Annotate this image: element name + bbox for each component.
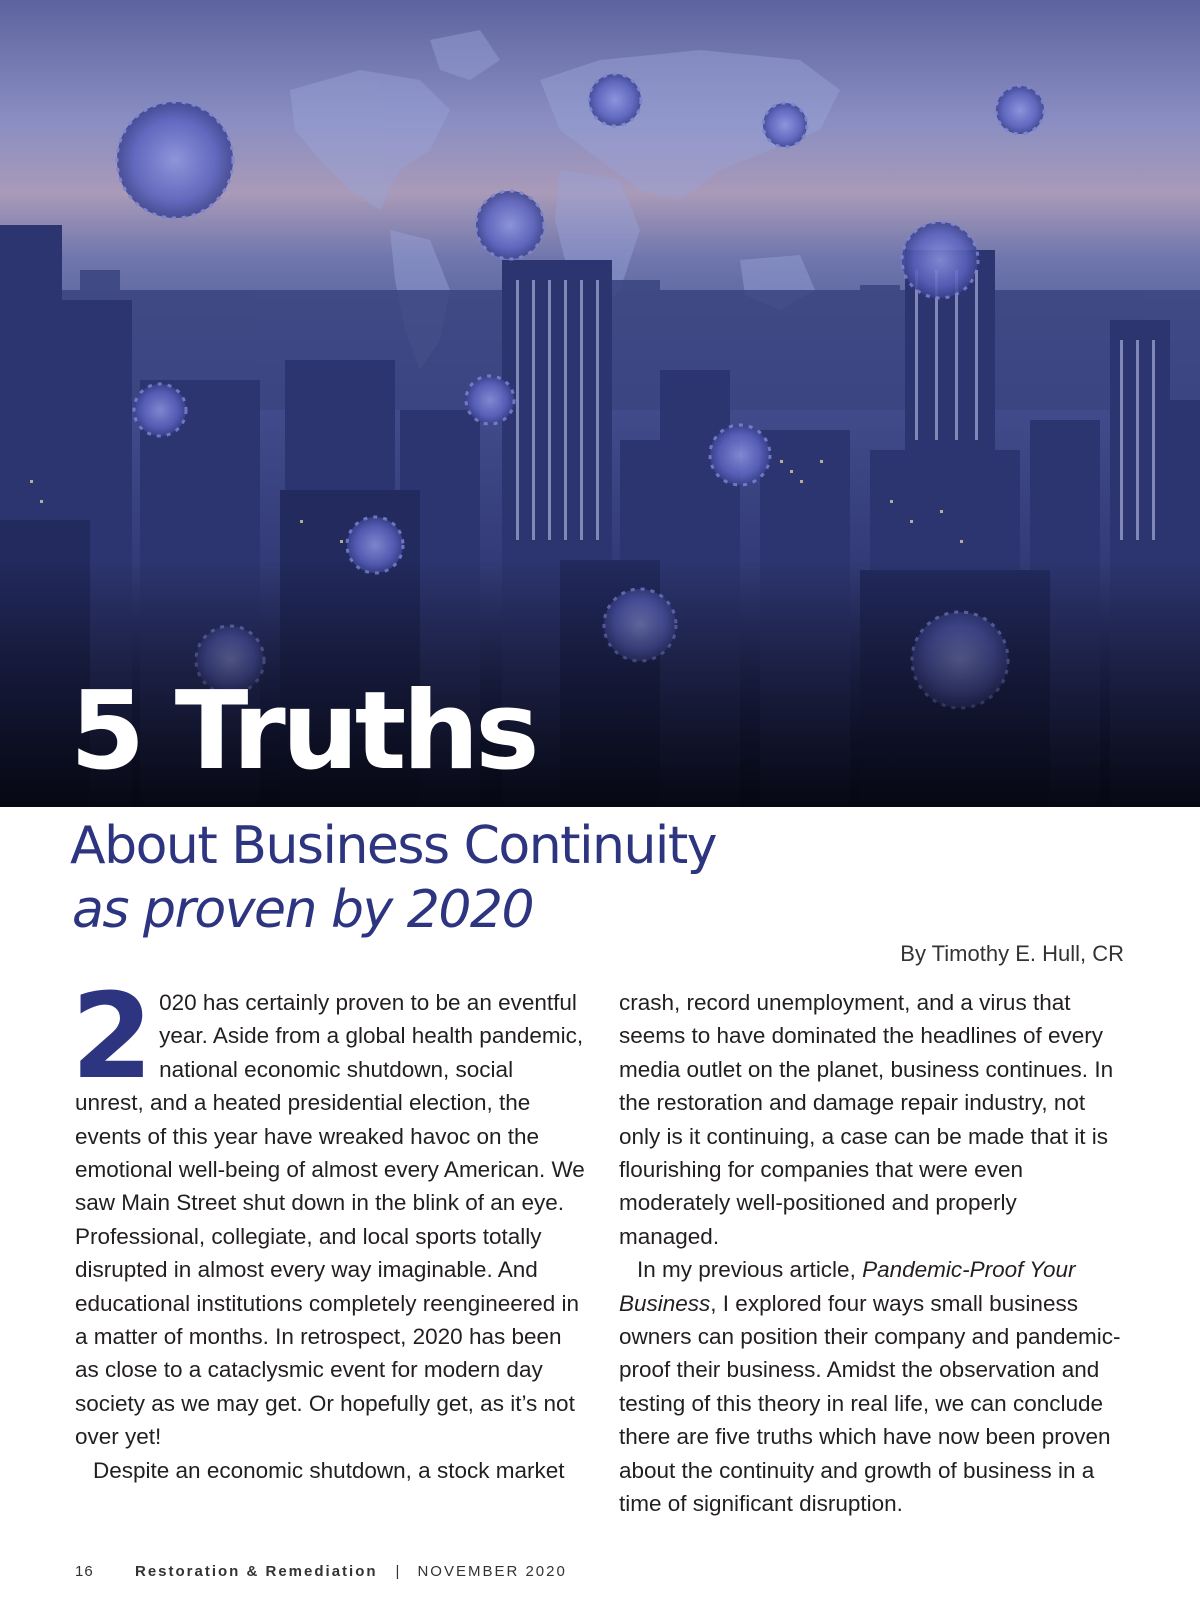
article-title: 5 Truths	[70, 669, 536, 794]
body-paragraph-2: Despite an economic shutdown, a stock market	[93, 1457, 565, 1483]
paragraph-3-lead: In my previous article,	[637, 1257, 863, 1283]
body-column-left	[71, 967, 585, 1487]
article-subhead: as proven by 2020	[72, 880, 534, 940]
page-footer	[75, 1562, 567, 1582]
paragraph-1-text: 020 has certainly proven to be an eventful year. Aside from a global health pandemic, national economic shutdown, social unrest, and a heated presidential election, the events of this year have wreaked havoc on the emotional well-being of almost every American. We saw Main Street shut down in the blink of an eye. Professional, collegiate, and local sports totally disrupted in almost every way imaginable. And educational institutions completely reengineered in a matter of months. In retrospect, 2020 has been as close to a cataclysmic event for modern day society as we may get. Or hopefully get, as it’s not over yet!	[75, 990, 585, 1450]
body-column-right	[619, 986, 1123, 1521]
body-paragraph-2-continued: crash, record unemployment, and a virus that seems to have dominated the headlines of every media outlet on the planet, business continues. In the restoration and damage repair industry, not only is it continuing, a case can be made that it is flourishing for companies that were even moderately well-positioned and properly managed.	[619, 990, 1114, 1249]
byline: By Timothy E. Hull, CR	[900, 941, 1124, 966]
magazine-name: Restoration & Remediation	[135, 1563, 378, 1580]
footer-separator: |	[395, 1563, 400, 1580]
drop-cap: 2	[71, 967, 154, 1105]
page-number: 16	[75, 1563, 94, 1580]
article-headline: About Business Continuity	[70, 816, 717, 876]
body-paragraph-1	[71, 967, 585, 1454]
body-paragraph-3	[619, 1253, 1123, 1520]
article-reference-title: Pandemic-Proof Your Business	[619, 1257, 1076, 1316]
issue-date: NOVEMBER 2020	[417, 1563, 567, 1580]
paragraph-3-rest: , I explored four ways small business owners can position their company and pandemic-proof their business. Amidst the observation and testing of this theory in real life, we can conclude there are five truths which have now been proven about the continuity and growth of business in a time of significant disruption.	[619, 1290, 1121, 1517]
